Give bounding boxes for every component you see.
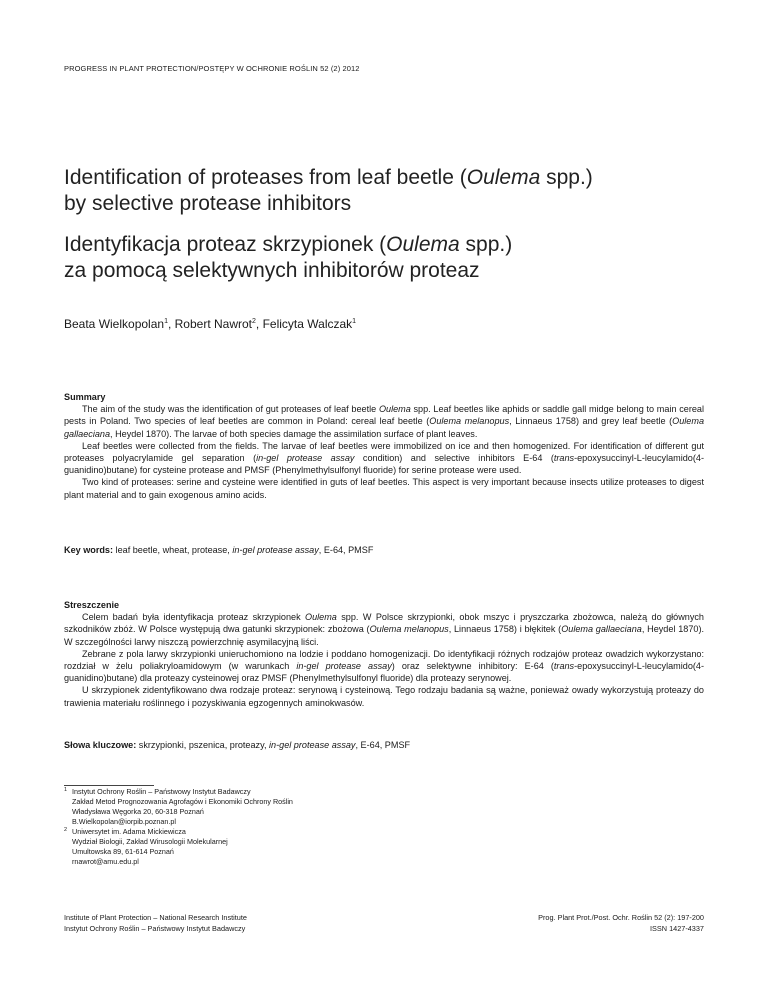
title-polish: Identyfikacja proteaz skrzypionek (Oulema spp.) za pomocą selektywnych inhibitorów proteaz xyxy=(64,233,513,282)
footnote-divider xyxy=(64,785,154,786)
summary-paragraph: The aim of the study was the identification of gut proteases of leaf beetle Oulema spp. Leaf beetles like aphids or saddle gall midge belong to main cereal pests in Poland. Two species of leaf beetles are common in Poland: cereal leaf beetle (Oulema melanopus, Linnaeus 1758) and grey leaf beetle (Oulema gallaeciana, Heydel 1870). The larvae of both species damage the assimilation surface of plant leaves. xyxy=(64,404,704,439)
streszczenie-paragraph: Celem badań była identyfikacja proteaz skrzypionek Oulema spp. W Polsce skrzypionki, obok mszyc i pryszczarka zbożowca, należą do głównych szkodników zbóż. W Polsce występują dwa gatunki skrzypionek: zbożowa (Oulema melanopus, Linnaeus 1758) i błękitek (Oulema gallaeciana, Heydel 1870). W szczególności larwy niszczą powierzchnię asymilacyjną liści. xyxy=(64,612,705,647)
footer-citation: Prog. Plant Prot./Post. Ochr. Roślin 52 (2): 197-200 ISSN 1427-4337 xyxy=(538,913,704,933)
keywords-english: Key words: leaf beetle, wheat, protease, in-gel protease assay, E-64, PMSF xyxy=(64,545,374,555)
streszczenie-heading: Streszczenie xyxy=(64,600,120,610)
author: Felicyta Walczak$^1$ xyxy=(262,317,357,331)
summary-heading: Summary xyxy=(64,392,106,402)
footnote-affiliation-1: 1 Instytut Ochrony Roślin – Państwowy Instytut Badawczy Zakład Metod Prognozowania Agrofagów i Ekonomiki Ochrony Roślin Władysława Węgorka 20, 60-318 Poznań B.Wielkopolan@iorpib.poznan.pl xyxy=(64,787,293,826)
summary-paragraph: Leaf beetles were collected from the fields. The larvae of leaf beetles were immobilized on ice and then homogenized. For identification of different gut proteases polyacrylamide gel separation (in-gel protease assay condition) and selective inhibitors E-64 (trans-epoxysuccinyl-L-leucylamido(4-guanidino)butane) for cysteine protease and PMSF (Phenylmethylsulfonyl fluoride) for serine protease were used. xyxy=(64,440,704,476)
streszczenie-paragraph: U skrzypionek zidentyfikowano dwa rodzaje proteaz: serynową i cysteinową. Tego rodzaju badania są ważne, ponieważ owady wykorzystują proteazy do trawienia materiału roślinnego i pozyskiwania egzogennych aminokwasów. xyxy=(64,685,704,708)
streszczenie-section xyxy=(64,599,704,709)
footnotes xyxy=(64,787,293,867)
footnote-affiliation-2: 2 Uniwersytet im. Adama Mickiewicza Wydział Biologii, Zakład Wirusologii Molekularnej Umultowska 89, 61-614 Poznań rnawrot@amu.edu.pl xyxy=(64,827,228,866)
summary-section xyxy=(64,391,704,501)
streszczenie-paragraph: Zebrane z pola larwy skrzypionki unieruchomiono na lodzie i poddano homogenizacji. Do identyfikacji różnych rodzajów proteaz owadzich wykorzystano: rozdział w żelu poliakryloamidowym (w warunkach in-gel protease assay) oraz selektywne inhibitory: E-64 (trans-epoxysuccinyl-L-leucylamido(4-guanidino)butane) dla proteazy cysteinowej oraz PMSF (Phenylmethylsulfonyl fluoride) dla proteazy serynowej. xyxy=(64,648,704,684)
footer-institute: Institute of Plant Protection – National Research Institute Instytut Ochrony Roślin – Państwowy Instytut Badawczy xyxy=(64,913,247,933)
author: Beata Wielkopolan$^1$, xyxy=(64,317,175,331)
title-english: Identification of proteases from leaf beetle (Oulema spp.) by selective protease inhibitors xyxy=(64,166,593,215)
author: Robert Nawrot$^2$, xyxy=(174,317,263,331)
author-list xyxy=(64,317,356,331)
summary-paragraph: Two kind of proteases: serine and cysteine were identified in guts of leaf beetles. This aspect is very important because insects utilize proteases to digest plant material and to gain exogenous amino acids. xyxy=(64,477,704,500)
keywords-polish: Słowa kluczowe: skrzypionki, pszenica, proteazy, in-gel protease assay, E-64, PMSF xyxy=(64,740,411,750)
journal-header: PROGRESS IN PLANT PROTECTION/POSTĘPY W OCHRONIE ROŚLIN 52 (2) 2012 xyxy=(64,64,360,73)
